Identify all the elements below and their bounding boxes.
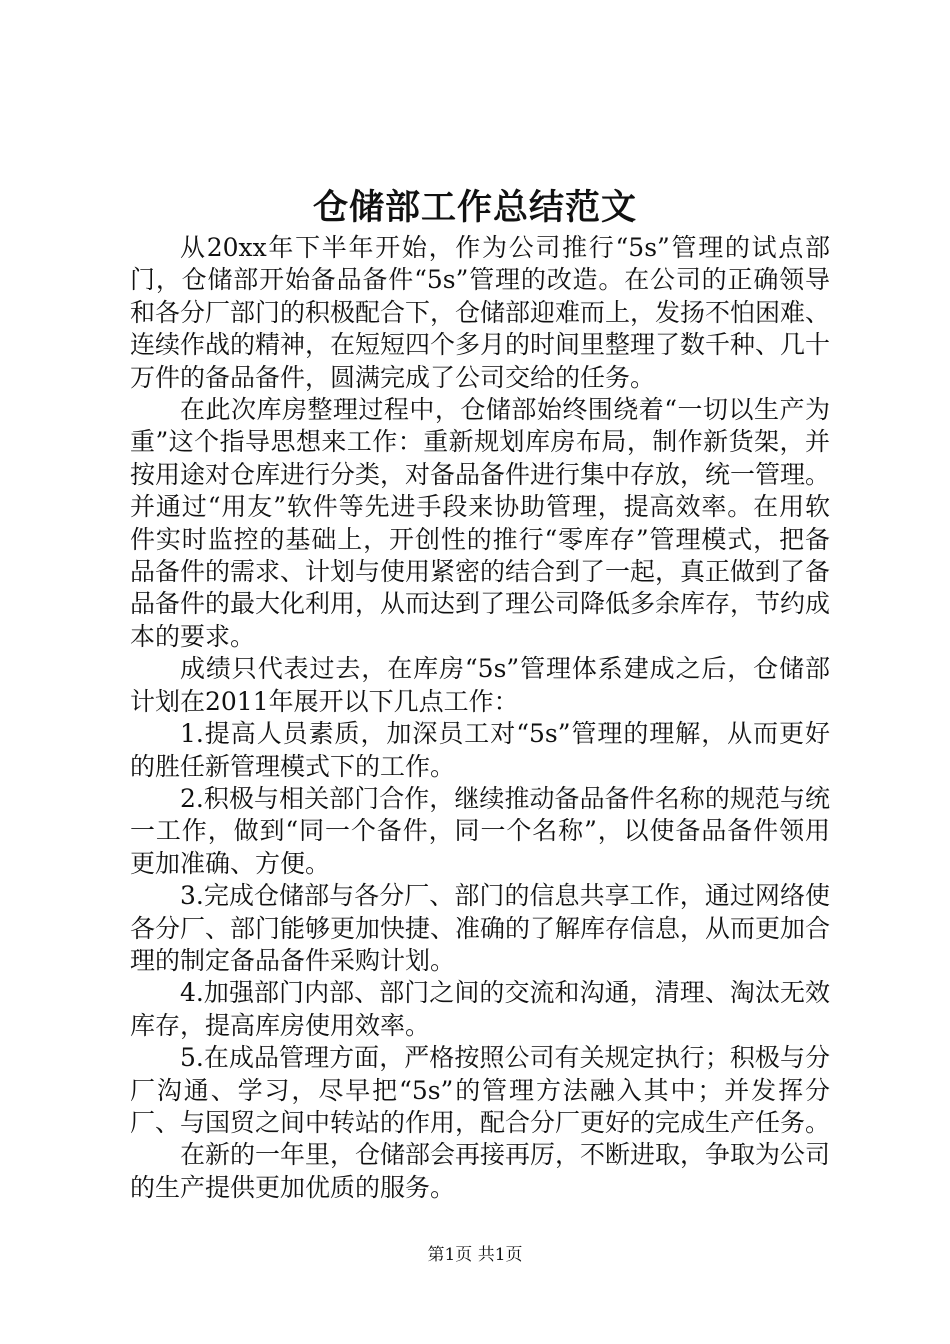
document-body [130,232,830,1204]
paragraph: 在此次库房整理过程中，仓储部始终围绕着“一切以生产为重”这个指导思想来工作：重新规划库房布局，制作新货架，并按用途对仓库进行分类，对备品备件进行集中存放，统一管理。并通过“用友”软件等先进手段来协助管理，提高效率。在用软件实时监控的基础上，开创性的推行“零库存”管理模式，把备品备件的需求、计划与使用紧密的结合到了一起，真正做到了备品备件的最大化利用，从而达到了理公司降低多余库存，节约成本的要求。 [130,395,831,651]
paragraph: 在新的一年里，仓储部会再接再厉，不断进取，争取为公司的生产提供更加优质的服务。 [130,1140,831,1202]
list-item: 2.积极与相关部门合作，继续推动备品备件名称的规范与统一工作，做到“同一个备件，同一个名称”，以使备品备件领用更加准确、方便。 [130,783,830,878]
list-item: 4.加强部门内部、部门之间的交流和沟通，清理、淘汰无效库存，提高库房使用效率。 [130,978,830,1040]
list-item: 1.提高人员素质，加深员工对“5s”管理的理解，从而更好的胜任新管理模式下的工作。 [130,719,830,781]
paragraph: 成绩只代表过去，在库房“5s”管理体系建成之后，仓储部计划在2011年展开以下几点工作： [130,654,830,716]
list-item: 5.在成品管理方面，严格按照公司有关规定执行；积极与分厂沟通、学习，尽早把“5s”的管理方法融入其中；并发挥分厂、与国贸之间中转站的作用，配合分厂更好的完成生产任务。 [130,1043,831,1137]
list-item: 3.完成仓储部与各分厂、部门的信息共享工作，通过网络使各分厂、部门能够更加快捷、准确的了解库存信息，从而更加合理的制定备品备件采购计划。 [130,881,831,975]
document-title: 仓储部工作总结范文 [312,187,637,228]
page-footer: 第1页 共1页 [427,1245,523,1265]
paragraph: 从20xx年下半年开始，作为公司推行“5s”管理的试点部门，仓储部开始备品备件“5s”管理的改造。在公司的正确领导和各分厂部门的积极配合下，仓储部迎难而上，发扬不怕困难、连续作战的精神，在短短四个多月的时间里整理了数千种、几十万件的备品备件，圆满完成了公司交给的任务。 [130,233,831,392]
